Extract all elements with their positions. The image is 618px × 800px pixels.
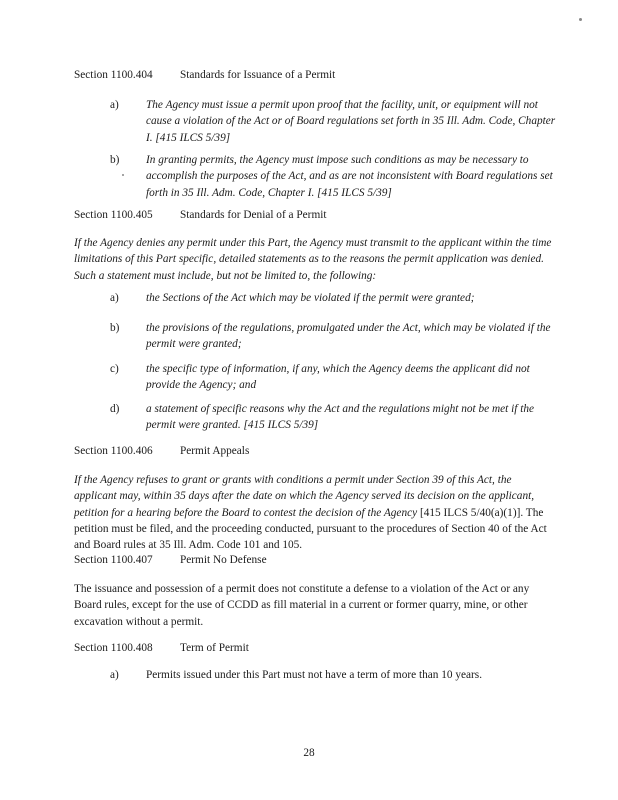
section-406-body: [74, 472, 556, 553]
section-405-title: Standards for Denial of a Permit: [180, 209, 327, 221]
section-405-item-c-label: c): [110, 363, 119, 375]
section-405-item-c-text: the specific type of information, if any, which the Agency deems the applicant did not provide the Agency; and: [146, 363, 530, 392]
section-405-item-d-label: d): [110, 403, 120, 415]
section-406-body-italic: If the Agency refuses to grant or grants with conditions a permit under Section 39 of this Act, the applicant may, within 35 days after the date on which the Agency served its decision on the applicant, petition for a hearing before the Board to contest the decision of the Agency: [74, 474, 535, 519]
section-405-item-a-text: the Sections of the Act which may be violated if the permit were granted;: [146, 292, 475, 304]
section-407-number: Section 1100.407: [74, 554, 153, 566]
scan-speck: [579, 18, 582, 21]
section-407-title: Permit No Defense: [180, 554, 267, 566]
section-405-intro: If the Agency denies any permit under this Part, the Agency must transmit to the applicant within the time limitations of this Part specific, detailed statements as to the reasons the permit application was denied. Such a statement must include, but not be limited to, the following:: [74, 237, 552, 282]
section-404-item-a-text: The Agency must issue a permit upon proof that the facility, unit, or equipment will not cause a violation of the Act or of Board regulations set forth in 35 Ill. Adm. Code, Chapter I. [415 ILCS 5/39]: [146, 99, 556, 144]
page-number: 28: [303, 747, 315, 759]
section-405-item-b-label: b): [110, 322, 120, 334]
section-408-number: Section 1100.408: [74, 642, 153, 654]
section-408-title: Term of Permit: [180, 642, 249, 654]
section-404-item-b-text: In granting permits, the Agency must impose such conditions as may be necessary to accomplish the purposes of the Act, and as are not inconsistent with Board regulations set forth in 35 Ill. Adm. Code, Chapter I. [415 ILCS 5/39]: [146, 154, 553, 199]
scan-speck: [122, 174, 124, 176]
section-405-item-a-label: a): [110, 292, 119, 304]
section-406-body-plain: [415 ILCS 5/40(a)(1)]. The petition must be filed, and the proceeding conducted, pursuant to the procedures of Section 40 of the Act and Board rules at 35 Ill. Adm. Code 101 and 105.: [74, 506, 547, 552]
section-407-body: The issuance and possession of a permit does not constitute a defense to a violation of the Act or any Board rules, except for the use of CCDD as fill material in a current or former quarry, mine, or other excavation without a permit.: [74, 583, 530, 628]
section-406-number: Section 1100.406: [74, 445, 153, 457]
section-404-number: Section 1100.404: [74, 69, 153, 81]
section-405-item-d-text: a statement of specific reasons why the Act and the regulations might not be met if the permit were granted. [415 ILCS 5/39]: [146, 403, 535, 432]
section-408-item-a-text: Permits issued under this Part must not have a term of more than 10 years.: [146, 669, 483, 681]
section-404-item-b-label: b): [110, 154, 120, 166]
section-406-title: Permit Appeals: [180, 445, 250, 457]
section-405-item-b-text: the provisions of the regulations, promulgated under the Act, which may be violated if the permit were granted;: [146, 322, 551, 351]
section-404-item-a-label: a): [110, 99, 119, 111]
section-405-number: Section 1100.405: [74, 209, 153, 221]
section-404-title: Standards for Issuance of a Permit: [180, 69, 336, 81]
section-408-item-a-label: a): [110, 669, 119, 681]
